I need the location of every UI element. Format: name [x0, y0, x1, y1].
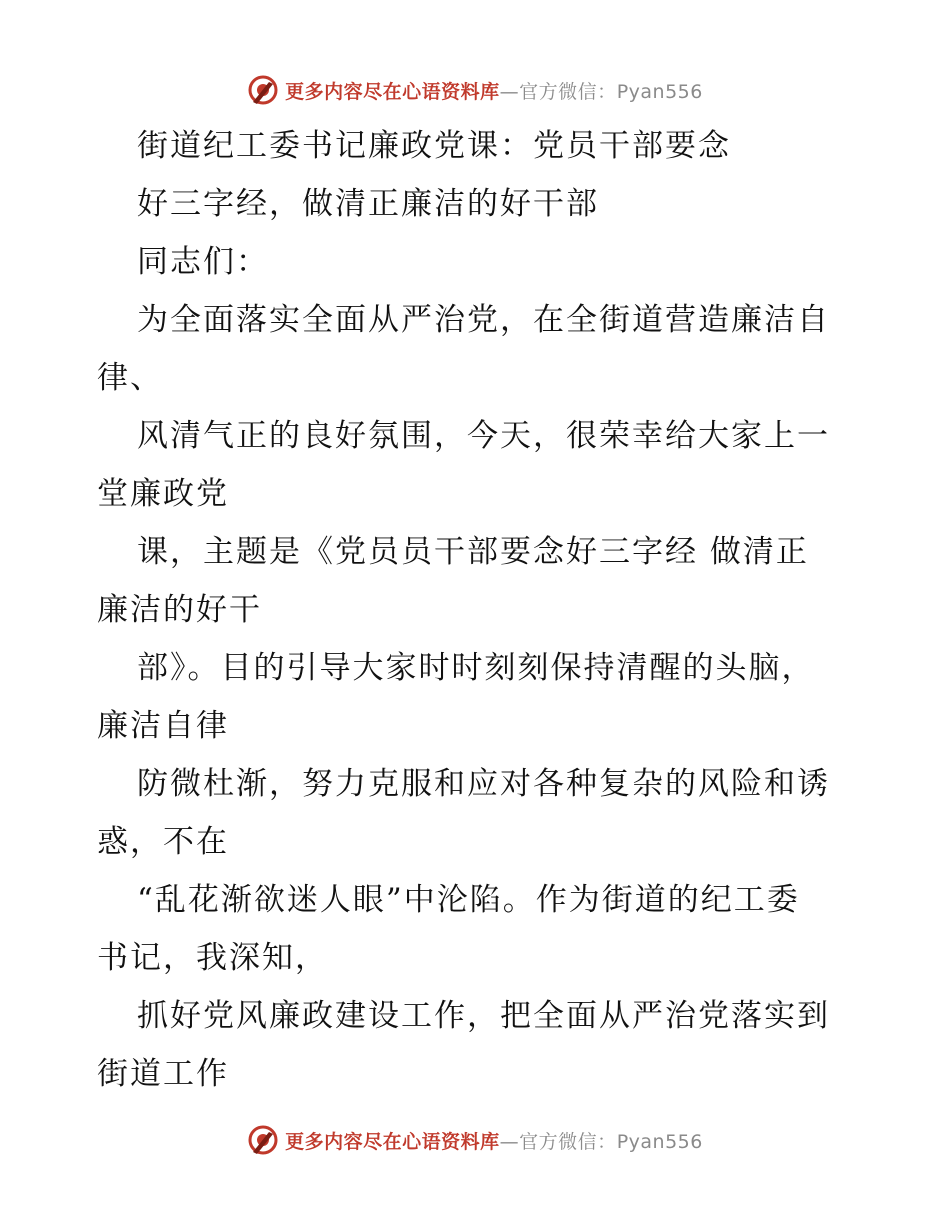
footer-wechat-id: Pyan556: [616, 1130, 703, 1153]
document-line: 课，主题是《党员员干部要念好三字经 做清正: [137, 534, 809, 570]
document-line: 为全面落实全面从严治党，在全街道营造廉洁自: [137, 302, 830, 338]
document-line: 风清气正的良好氛围，今天，很荣幸给大家上一: [137, 418, 830, 454]
header-banner-inner: [247, 74, 703, 106]
footer-banner-inner: [247, 1124, 703, 1156]
document-body: [97, 117, 867, 1103]
document-line: 街道纪工委书记廉政党课：党员干部要念: [137, 128, 731, 164]
document-line: 部》。目的引导大家时时刻刻保持清醒的头脑，: [137, 650, 815, 686]
document-line: 惑，不在: [97, 824, 229, 860]
document-line: 律、: [97, 360, 163, 396]
footer-banner-text: [285, 1127, 703, 1154]
footer-separator: —: [499, 1130, 520, 1153]
document-line: 防微杜渐，努力克服和应对各种复杂的风险和诱: [137, 766, 830, 802]
pen-logo-icon: [247, 1124, 279, 1156]
footer-banner: [0, 1120, 950, 1160]
document-line: 书记，我深知，: [97, 940, 328, 976]
footer-wechat-label: 官方微信：: [519, 1130, 617, 1153]
document-line: 街道工作: [97, 1056, 229, 1092]
document-line: “乱花渐欲迷人眼”中沦陷。作为街道的纪工委: [137, 882, 800, 918]
footer-site-text: 更多内容尽在心语资料库: [285, 1130, 500, 1153]
header-banner-text: [285, 77, 703, 104]
document-line: 廉洁自律: [97, 708, 229, 744]
document-line: 同志们：: [137, 244, 269, 280]
document-line: 廉洁的好干: [97, 592, 262, 628]
header-wechat-label: 官方微信：: [519, 80, 617, 103]
header-banner: [0, 70, 950, 110]
document-line: 好三字经，做清正廉洁的好干部: [137, 186, 599, 222]
header-site-text: 更多内容尽在心语资料库: [285, 80, 500, 103]
document-line: 抓好党风廉政建设工作，把全面从严治党落实到: [137, 998, 830, 1034]
document-line: 堂廉政党: [97, 476, 229, 512]
pen-logo-icon: [247, 74, 279, 106]
header-separator: —: [499, 80, 520, 103]
header-wechat-id: Pyan556: [616, 80, 703, 103]
